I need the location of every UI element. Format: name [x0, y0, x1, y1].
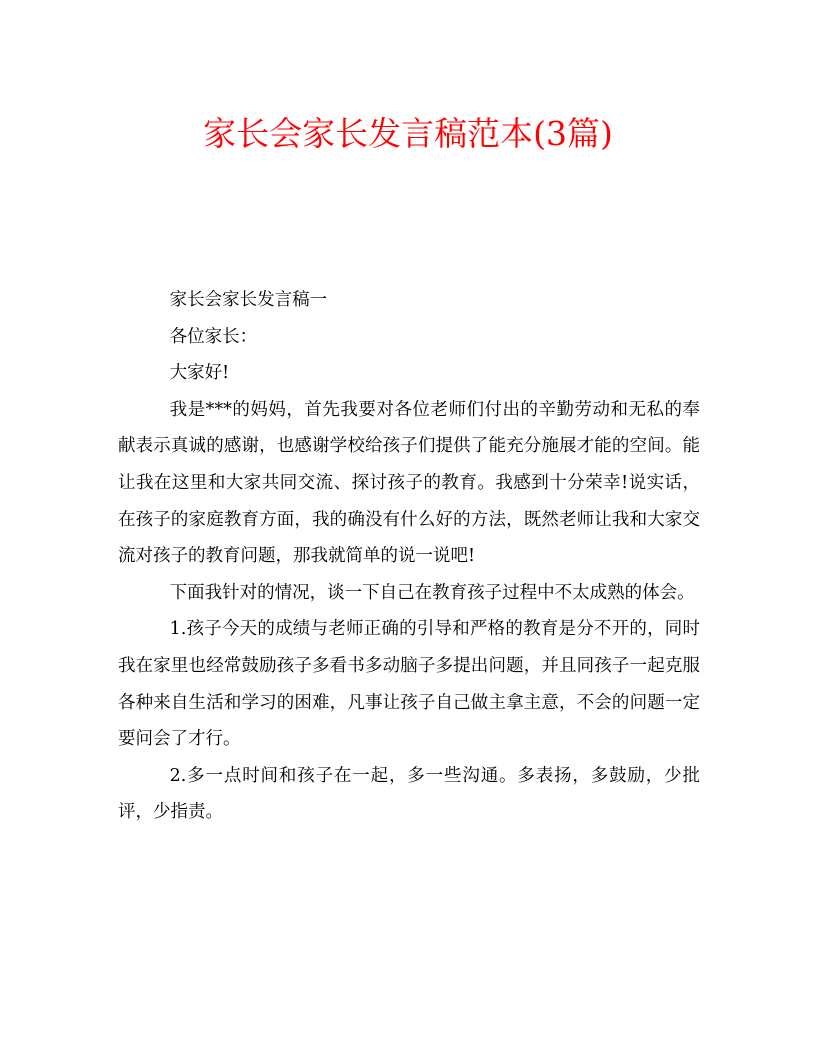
- greeting: 大家好!: [169, 363, 230, 384]
- document-title: 家长会家长发言稿范本(3篇): [203, 114, 613, 153]
- document-body: [118, 282, 700, 831]
- salutation: 各位家长：: [169, 326, 258, 347]
- list-item: 2.多一点时间和孩子在一起，多一些沟通。多表扬，多鼓励，少批评，少指责。: [118, 765, 700, 823]
- list-item: 1.孩子今天的成绩与老师正确的引导和严格的教育是分不开的，同时我在家里也经常鼓励孩子多看书多动脑子多提出问题，并且同孩子一起克服各种来自生活和学习的困难，凡事让孩子自己做主拿主意，不会的问题一定要问会了才行。: [118, 619, 700, 750]
- section-heading: 家长会家长发言稿一: [169, 290, 328, 310]
- body-paragraph: 下面我针对的情况，谈一下自己在教育孩子过程中不太成熟的体会。: [169, 582, 695, 603]
- body-paragraph: 我是***的妈妈，首先我要对各位老师们付出的辛勤劳动和无私的奉献表示真诚的感谢，也感谢学校给孩子们提供了能充分施展才能的空间。能让我在这里和大家共同交流、探讨孩子的教育。我感到十分荣幸!说实话，在孩子的家庭教育方面，我的确没有什么好的方法，既然老师让我和大家交流对孩子的教育问题，那我就简单的说一说吧!: [118, 399, 700, 567]
